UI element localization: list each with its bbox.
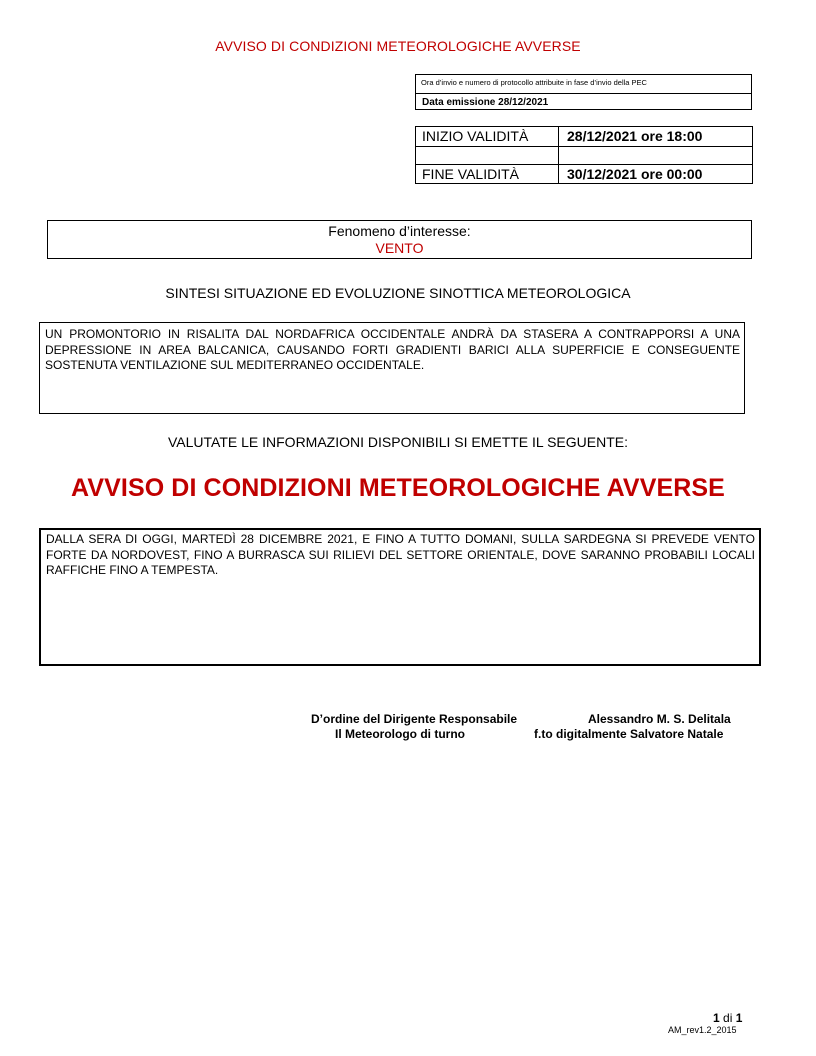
phenomenon-value: VENTO bbox=[375, 240, 424, 256]
signature-signed-line: f.to digitalmente Salvatore Natale bbox=[534, 727, 724, 741]
validity-start-value: 28/12/2021 ore 18:00 bbox=[567, 128, 703, 144]
phenomenon-label: Fenomeno d’interesse: bbox=[328, 223, 471, 239]
divider bbox=[558, 127, 559, 183]
page-number bbox=[713, 1011, 742, 1025]
synthesis-text: UN PROMONTORIO IN RISALITA DAL NORDAFRICA OCCIDENTALE ANDRÀ DA STASERA A CONTRAPPORSI A UNA DEPRESSIONE IN AREA BALCANICA, CAUSANDO FORTI GRADIENTI BARICI ALLA SUPERFICIE E CONSEGUENTE SOSTENUTA VENTILAZIONE SUL MEDITERRANEO OCCIDENTALE. bbox=[45, 327, 740, 372]
signature-duty-line: Il Meteorologo di turno bbox=[335, 727, 465, 741]
warning-title: AVVISO DI CONDIZIONI METEOROLOGICHE AVVERSE bbox=[71, 474, 725, 502]
signature-order-line: D’ordine del Dirigente Responsabile bbox=[311, 712, 518, 726]
validity-end-label: FINE VALIDITÀ bbox=[422, 166, 519, 182]
divider bbox=[416, 93, 751, 94]
emission-date: Data emissione 28/12/2021 bbox=[422, 97, 549, 108]
phenomenon-box bbox=[47, 220, 752, 259]
document-title: AVVISO DI CONDIZIONI METEOROLOGICHE AVVERSE bbox=[215, 38, 581, 54]
page-of: di bbox=[723, 1011, 733, 1025]
synthesis-box bbox=[39, 322, 745, 414]
validity-table bbox=[415, 126, 753, 184]
warning-box bbox=[39, 528, 761, 666]
validity-start-label: INIZIO VALIDITÀ bbox=[422, 128, 529, 144]
page-current: 1 bbox=[713, 1011, 720, 1025]
pec-info-box bbox=[415, 74, 752, 110]
pec-note: Ora d’invio e numero di protocollo attribuite in fase d’invio della PEC bbox=[421, 78, 647, 87]
evaluation-heading: VALUTATE LE INFORMAZIONI DISPONIBILI SI EMETTE IL SEGUENTE: bbox=[167, 434, 628, 450]
validity-end-value: 30/12/2021 ore 00:00 bbox=[567, 166, 703, 182]
document-revision: AM_rev1.2_2015 bbox=[668, 1025, 737, 1035]
page-total: 1 bbox=[735, 1011, 743, 1025]
divider bbox=[416, 146, 752, 147]
synthesis-heading: SINTESI SITUAZIONE ED EVOLUZIONE SINOTTICA METEOROLOGICA bbox=[165, 285, 631, 301]
divider bbox=[416, 164, 752, 165]
signature-director-name: Alessandro M. S. Delitala bbox=[588, 712, 731, 726]
warning-text: DALLA SERA DI OGGI, MARTEDÌ 28 DICEMBRE 2021, E FINO A TUTTO DOMANI, SULLA SARDEGNA SI PREVEDE VENTO FORTE DA NORDOVEST, FINO A BURRASCA SUI RILIEVI DEL SETTORE ORIENTALE, DOVE SARANNO PROBABILI LOCALI RAFFICHE FINO A TEMPESTA. bbox=[46, 532, 755, 577]
